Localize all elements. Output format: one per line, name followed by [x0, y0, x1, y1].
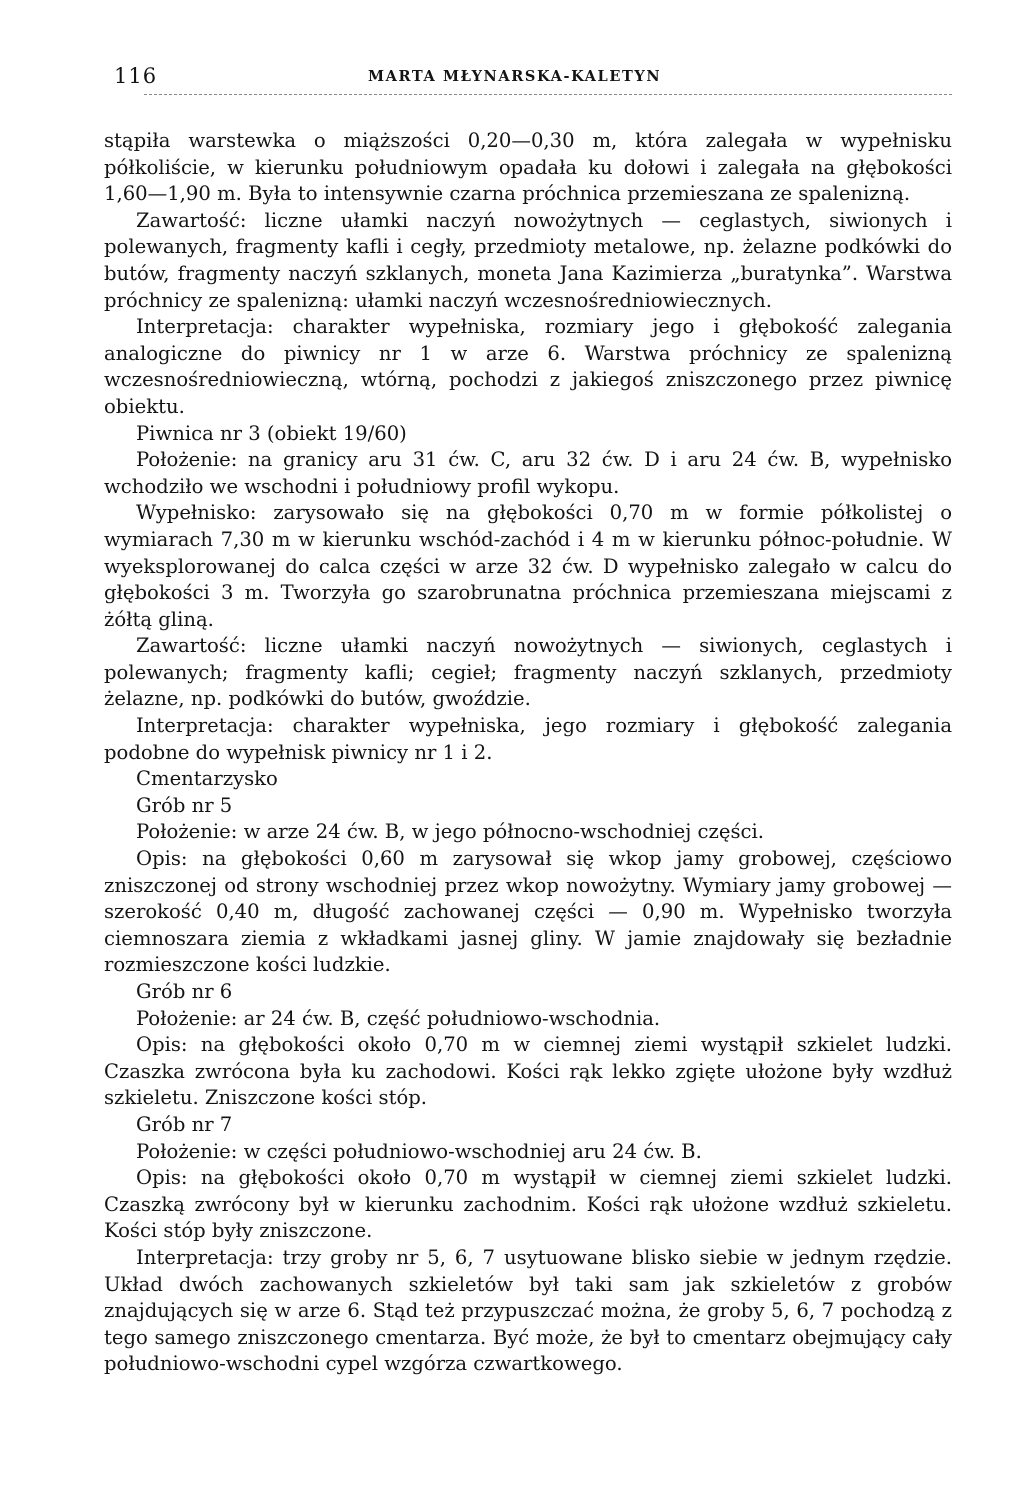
paragraph: Interpretacja: trzy groby nr 5, 6, 7 usytuowane blisko siebie w jednym rzędzie. Układ dwóch zachowanych szkieletów był taki sam jak szkieletów z grobów znajdujących się w arze 6. Stąd też przypuszczać można, że groby 5, 6, 7 pochodzą z tego samego zniszczonego cmentarza. Być może, że był to cmentarz obejmujący cały południowo-wschodni cypel wzgórza czwartkowego.: [104, 1245, 952, 1376]
book-page: [104, 58, 952, 1378]
running-title: MARTA MŁYNARSKA-KALETYN: [368, 68, 662, 85]
paragraph: Opis: na głębokości około 0,70 m w ciemnej ziemi wystąpił szkielet ludzki. Czaszka zwrócona była ku zachodowi. Kości rąk lekko zgięte ułożone były wzdłuż szkieletu. Zniszczone kości stóp.: [104, 1033, 952, 1110]
paragraph: Położenie: w części południowo-wschodniej aru 24 ćw. B.: [136, 1139, 702, 1163]
paragraph: Zawartość: liczne ułamki naczyń nowożytnych — siwionych, ceglastych i polewanych; fragmenty kafli; cegieł; fragmenty naczyń szklanych, przedmioty żelazne, np. podkówki do butów, gwoździe.: [104, 634, 952, 711]
paragraph: Opis: na głębokości około 0,70 m wystąpił w ciemnej ziemi szkielet ludzki. Czaszką zwrócony był w kierunku zachodnim. Kości rąk ułożone wzdłuż szkieletu. Kości stóp były zniszczone.: [104, 1166, 952, 1243]
page-number: 116: [114, 64, 158, 88]
section-heading: Piwnica nr 3 (obiekt 19/60): [136, 421, 407, 445]
paragraph: Interpretacja: charakter wypełniska, jego rozmiary i głębokość zalegania podobne do wypełnisk piwnicy nr 1 i 2.: [104, 714, 952, 764]
paragraph: Wypełnisko: zarysowało się na głębokości 0,70 m w formie półkolistej o wymiarach 7,30 m w kierunku wschód-zachód i 4 m w kierunku północ-południe. W wyeksplorowanej do calca części w arze 32 ćw. D wypełnisko zalegało w calcu do głębokości 3 m. Tworzyła go szarobrunatna próchnica przemieszana miejscami z żółtą gliną.: [104, 501, 952, 631]
subsection-heading: Grób nr 5: [136, 793, 233, 817]
running-head: [104, 58, 952, 98]
paragraph: Interpretacja: charakter wypełniska, rozmiary jego i głębokość zalegania analogiczne do piwnicy nr 1 w arze 6. Warstwa próchnicy ze spalenizną wczesnośredniowieczną, wtórną, pochodzi z jakiegoś zniszczonego przez piwnicę obiektu.: [104, 315, 952, 418]
paragraph: Położenie: na granicy aru 31 ćw. C, aru 32 ćw. D i aru 24 ćw. B, wypełnisko wchodziło we wschodni i południowy profil wykopu.: [104, 448, 952, 498]
paragraph: Opis: na głębokości 0,60 m zarysował się wkop jamy grobowej, częściowo zniszczonej od strony wschodniej przez wkop nowożytny. Wymiary jamy grobowej — szerokość 0,40 m, długość zachowanej części — 0,90 m. Wypełnisko tworzyła ciemnoszara ziemia z wkładkami jasnej gliny. W jamie znajdowały się bezładnie rozmieszczone kości ludzkie.: [104, 847, 952, 977]
subsection-heading: Grób nr 7: [136, 1112, 233, 1136]
section-heading: Cmentarzysko: [136, 767, 278, 791]
paragraph: Położenie: w arze 24 ćw. B, w jego północno-wschodniej części.: [136, 820, 764, 844]
paragraph: Położenie: ar 24 ćw. B, część południowo-wschodnia.: [136, 1006, 661, 1030]
header-rule: [144, 94, 952, 95]
body-text: [104, 128, 952, 1378]
paragraph: Zawartość: liczne ułamki naczyń nowożytnych — ceglastych, siwionych i polewanych, fragmenty kafli i cegły, przedmioty metalowe, np. żelazne podkówki do butów, fragmenty naczyń szklanych, moneta Jana Kazimierza „buratynka”. Warstwa próchnicy ze spalenizną: ułamki naczyń wczesnośredniowiecznych.: [104, 208, 952, 312]
paragraph: stąpiła warstewka o miąższości 0,20—0,30 m, która zalegała w wypełnisku półkoliście, w kierunku południowym opadała ku dołowi i zalegała na głębokości 1,60—1,90 m. Była to intensywnie czarna próchnica przemieszana ze spalenizną.: [104, 129, 952, 206]
subsection-heading: Grób nr 6: [136, 980, 233, 1003]
